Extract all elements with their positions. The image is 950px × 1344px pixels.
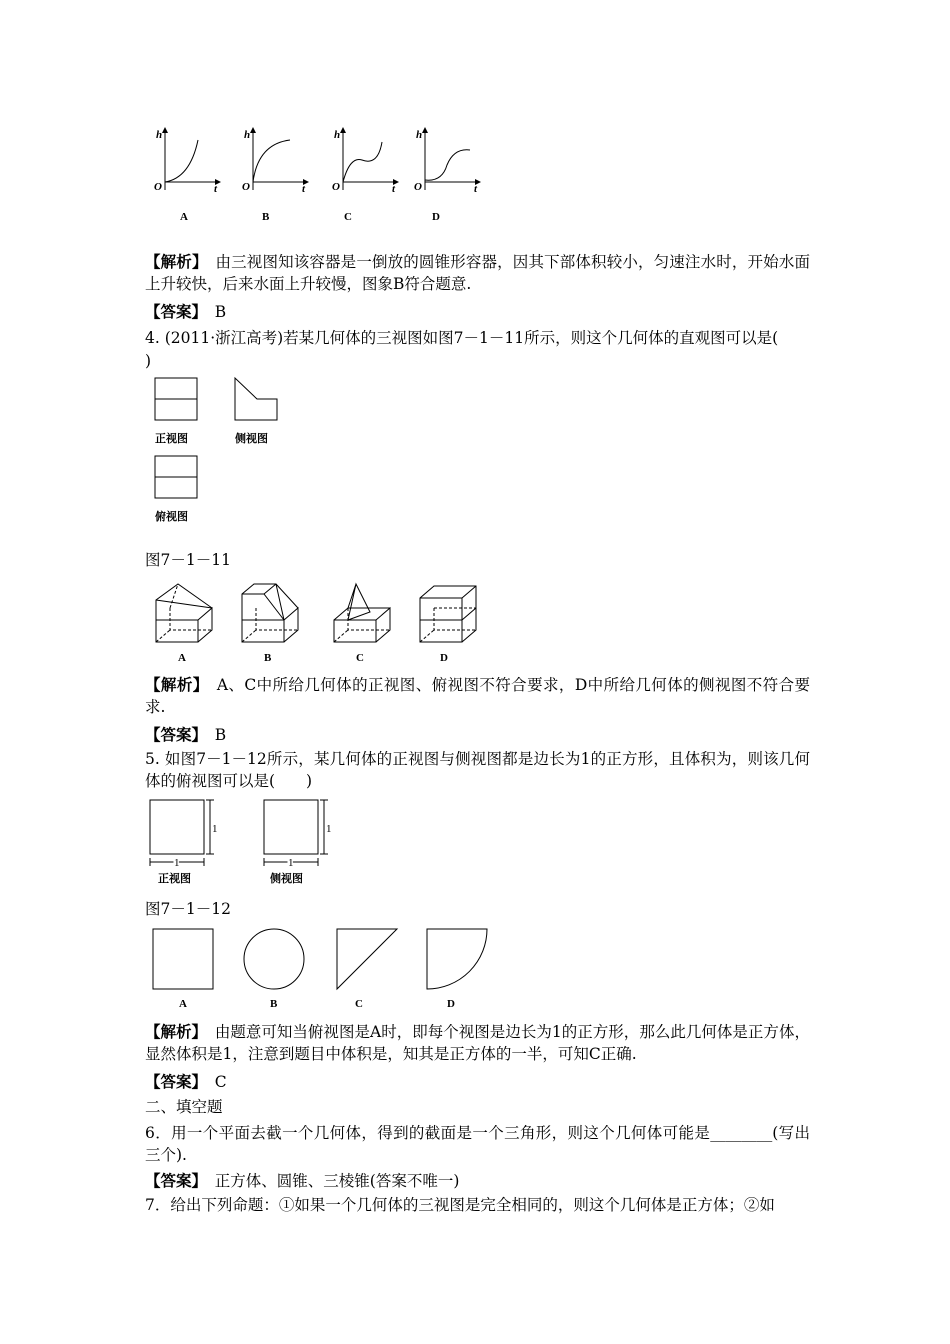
- graph-label: C: [344, 211, 352, 223]
- q5-options: [145, 925, 505, 1015]
- q4-three-views: [145, 372, 305, 532]
- graph-b: [242, 128, 308, 223]
- svg-text:h: h: [416, 129, 423, 141]
- graph-c: [332, 128, 398, 223]
- option-c-solid: [334, 584, 390, 664]
- axis-t-label: t: [214, 183, 218, 195]
- axis-h-label: h: [156, 129, 163, 141]
- q4-options: [148, 578, 498, 668]
- front-view: [155, 378, 197, 445]
- svg-text:h: h: [244, 129, 251, 141]
- analysis-tag: 【解析】: [145, 252, 200, 271]
- graph-label: B: [262, 211, 270, 223]
- q7-stem: 7．给出下列命题：①如果一个几何体的三视图是完全相同的，则这个几何体是正方体；②如: [145, 1196, 775, 1214]
- q6-stem: 6．用一个平面去截一个几何体，得到的截面是一个三角形，则这个几何体可能是________(写出三个).: [145, 1124, 810, 1164]
- side-view: [234, 378, 277, 445]
- svg-text:1: 1: [326, 823, 332, 835]
- svg-text:t: t: [302, 183, 306, 195]
- svg-text:O: O: [332, 181, 340, 193]
- q5-answer: 【答案】 C: [145, 1072, 227, 1091]
- option-d-solid: [420, 586, 476, 664]
- svg-text:t: t: [474, 183, 478, 195]
- svg-text:俯视图: 俯视图: [155, 511, 188, 523]
- axis-o-label: O: [154, 181, 162, 193]
- curve-b: [253, 140, 290, 182]
- curve-c: [343, 142, 382, 182]
- side-view: [264, 800, 332, 885]
- q4-fig-caption: 图7－1－11: [145, 551, 231, 569]
- q3-graphs: [140, 120, 500, 230]
- option-a-solid: [156, 584, 212, 664]
- svg-text:A: A: [179, 998, 187, 1010]
- svg-text:h: h: [334, 129, 341, 141]
- graph-label: A: [180, 211, 188, 223]
- q5-stem: 5. 如图7－1－12所示，某几何体的正视图与侧视图都是边长为1的正方形，且体积为，则该几何体的俯视图可以是( ): [145, 750, 810, 790]
- graph-label: D: [432, 211, 440, 223]
- q5-analysis: 【解析】 由题意可知当俯视图是A时，即每个视图是边长为1的正方形，那么此几何体是正方体，显然体积是1，注意到题目中体积是，知其是正方体的一半，可知C正确.: [145, 1022, 810, 1063]
- svg-text:侧视图: 侧视图: [270, 873, 303, 885]
- q4-analysis: 【解析】 A、C中所给几何体的正视图、俯视图不符合要求，D中所给几何体的侧视图不符合要求.: [145, 675, 810, 716]
- svg-text:D: D: [447, 998, 455, 1010]
- svg-text:B: B: [264, 652, 272, 664]
- answer-tag: 【答案】: [145, 302, 200, 321]
- q3-analysis: [145, 251, 810, 295]
- svg-text:C: C: [355, 998, 363, 1010]
- svg-text:C: C: [356, 652, 364, 664]
- q5-views: [140, 796, 360, 888]
- q4-stem-end: ): [145, 352, 152, 370]
- curve-d: [425, 150, 470, 180]
- option-a-square: [153, 929, 213, 1010]
- option-c-triangle: [337, 929, 397, 1010]
- graph-a: [154, 128, 220, 223]
- option-d-quarter-circle: [427, 929, 487, 1010]
- option-b-solid: [242, 584, 298, 664]
- svg-text:1: 1: [288, 857, 294, 869]
- option-b-circle: [244, 929, 304, 1010]
- svg-text:1: 1: [174, 857, 180, 869]
- svg-text:B: B: [270, 998, 278, 1010]
- svg-text:1: 1: [212, 823, 218, 835]
- svg-text:A: A: [178, 652, 186, 664]
- svg-text:O: O: [242, 181, 250, 193]
- svg-text:侧视图: 侧视图: [235, 433, 268, 445]
- front-view: [150, 800, 218, 885]
- curve-a: [165, 140, 198, 182]
- q4-stem: 4. (2011·浙江高考)若某几何体的三视图如图7－1－11所示，则这个几何体的直观图可以是(: [145, 329, 779, 347]
- svg-text:O: O: [414, 181, 422, 193]
- svg-text:正视图: 正视图: [155, 433, 188, 445]
- q6-answer: 【答案】 正方体、圆锥、三棱锥(答案不唯一): [145, 1171, 460, 1190]
- svg-text:D: D: [440, 652, 448, 664]
- top-view: [155, 456, 197, 523]
- section-heading: 二、填空题: [145, 1098, 223, 1116]
- q4-answer: 【答案】 B: [145, 725, 227, 744]
- svg-text:t: t: [392, 183, 396, 195]
- svg-text:正视图: 正视图: [158, 873, 191, 885]
- q5-fig-caption: 图7－1－12: [145, 900, 231, 918]
- q3-answer: [145, 301, 810, 323]
- answer-value: B: [214, 303, 227, 321]
- analysis-text: 由三视图知该容器是一倒放的圆锥形容器，因其下部体积较小，匀速注水时，开始水面上升较快，后来水面上升较慢，图象B符合题意.: [145, 253, 810, 293]
- graph-d: [414, 128, 480, 223]
